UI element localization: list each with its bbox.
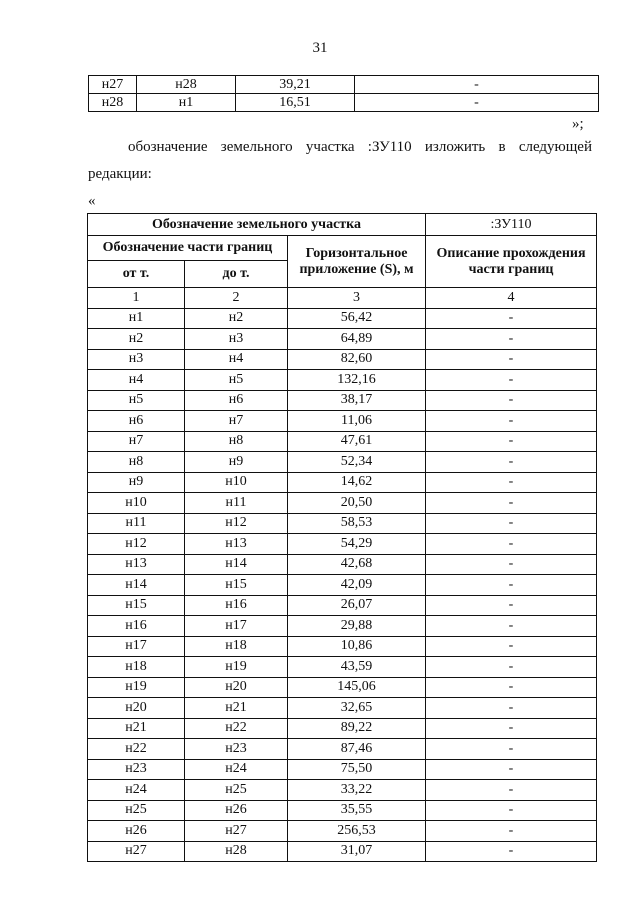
- page-number: 31: [312, 40, 328, 56]
- table-row: [88, 595, 597, 616]
- table-row: [88, 308, 597, 329]
- description-cell: -: [355, 94, 599, 112]
- table-row: [88, 841, 597, 862]
- from-point-cell: н28: [89, 94, 137, 112]
- from-point-cell: н2: [88, 329, 185, 350]
- table-row: [88, 472, 597, 493]
- table-row: [88, 411, 597, 432]
- from-point-cell: н12: [88, 534, 185, 555]
- to-point-cell: н10: [185, 472, 288, 493]
- table-row: [88, 349, 597, 370]
- to-point-cell: н23: [185, 739, 288, 760]
- distance-cell: 35,55: [288, 800, 426, 821]
- description-cell: -: [426, 759, 597, 780]
- description-cell: -: [426, 534, 597, 555]
- distance-cell: 10,86: [288, 636, 426, 657]
- amendment-paragraph-end: редакции:: [88, 166, 152, 182]
- to-point-cell: н4: [185, 349, 288, 370]
- to-point-cell: н24: [185, 759, 288, 780]
- column-number: 3: [288, 288, 426, 309]
- description-cell: -: [426, 472, 597, 493]
- table-row: [89, 94, 599, 112]
- table-row: [88, 698, 597, 719]
- distance-cell: 82,60: [288, 349, 426, 370]
- table-row: [88, 431, 597, 452]
- from-point-cell: н6: [88, 411, 185, 432]
- distance-cell: 145,06: [288, 677, 426, 698]
- to-point-cell: н14: [185, 554, 288, 575]
- distance-cell: 42,68: [288, 554, 426, 575]
- distance-cell: 52,34: [288, 452, 426, 473]
- table-row: [88, 739, 597, 760]
- to-point-cell: н12: [185, 513, 288, 534]
- distance-cell: 47,61: [288, 431, 426, 452]
- from-point-cell: н8: [88, 452, 185, 473]
- from-point-cell: н15: [88, 595, 185, 616]
- from-point-cell: н14: [88, 575, 185, 596]
- header-row-parcel: [88, 214, 597, 236]
- distance-cell: 29,88: [288, 616, 426, 637]
- column-number-row: [88, 288, 597, 309]
- description-cell: -: [426, 452, 597, 473]
- from-point-cell: н9: [88, 472, 185, 493]
- table-row: [88, 575, 597, 596]
- opening-quote: «: [88, 193, 96, 209]
- parcel-label-header: Обозначение земельного участка: [88, 214, 426, 236]
- table-row: [88, 677, 597, 698]
- description-cell: -: [426, 575, 597, 596]
- description-cell: -: [426, 718, 597, 739]
- description-cell: -: [426, 636, 597, 657]
- distance-cell: 26,07: [288, 595, 426, 616]
- from-point-cell: н1: [88, 308, 185, 329]
- description-cell: -: [426, 780, 597, 801]
- table-row: [88, 616, 597, 637]
- to-point-cell: н7: [185, 411, 288, 432]
- to-point-cell: н15: [185, 575, 288, 596]
- description-cell: -: [426, 821, 597, 842]
- table-row: [88, 513, 597, 534]
- description-cell: -: [426, 595, 597, 616]
- description-cell: -: [426, 513, 597, 534]
- distance-cell: 33,22: [288, 780, 426, 801]
- distance-cell: 75,50: [288, 759, 426, 780]
- to-point-cell: н20: [185, 677, 288, 698]
- distance-cell: 39,21: [236, 76, 355, 94]
- distance-cell: 42,09: [288, 575, 426, 596]
- from-point-cell: н3: [88, 349, 185, 370]
- from-point-cell: н5: [88, 390, 185, 411]
- distance-cell: 56,42: [288, 308, 426, 329]
- from-point-cell: н27: [89, 76, 137, 94]
- to-point-cell: н1: [137, 94, 236, 112]
- from-point-cell: н23: [88, 759, 185, 780]
- from-point-cell: н22: [88, 739, 185, 760]
- amendment-paragraph: обозначение земельного участка :ЗУ110 изложить в следующей: [128, 139, 592, 155]
- from-point-cell: н24: [88, 780, 185, 801]
- distance-cell: 20,50: [288, 493, 426, 514]
- description-cell: -: [426, 431, 597, 452]
- from-point-cell: н20: [88, 698, 185, 719]
- to-point-header: до т.: [185, 261, 288, 288]
- to-point-cell: н27: [185, 821, 288, 842]
- to-point-cell: н16: [185, 595, 288, 616]
- distance-cell: 132,16: [288, 370, 426, 391]
- to-point-cell: н11: [185, 493, 288, 514]
- to-point-cell: н6: [185, 390, 288, 411]
- to-point-cell: н22: [185, 718, 288, 739]
- from-point-cell: н13: [88, 554, 185, 575]
- description-cell: -: [426, 616, 597, 637]
- distance-cell: 43,59: [288, 657, 426, 678]
- continuation-table-body: [89, 76, 599, 112]
- table-row: [88, 657, 597, 678]
- boundary-table: [87, 213, 597, 862]
- table-row: [88, 390, 597, 411]
- table-row: [89, 76, 599, 94]
- table-row: [88, 759, 597, 780]
- horizontal-distance-header: Горизонтальное приложение (S), м: [288, 236, 426, 288]
- column-number: 4: [426, 288, 597, 309]
- from-point-header: от т.: [88, 261, 185, 288]
- table-row: [88, 370, 597, 391]
- to-point-cell: н2: [185, 308, 288, 329]
- to-point-cell: н28: [137, 76, 236, 94]
- description-cell: -: [426, 739, 597, 760]
- to-point-cell: н21: [185, 698, 288, 719]
- from-point-cell: н18: [88, 657, 185, 678]
- description-cell: -: [426, 349, 597, 370]
- from-point-cell: н7: [88, 431, 185, 452]
- to-point-cell: н18: [185, 636, 288, 657]
- table-row: [88, 329, 597, 350]
- distance-cell: 38,17: [288, 390, 426, 411]
- from-point-cell: н26: [88, 821, 185, 842]
- description-cell: -: [426, 698, 597, 719]
- from-point-cell: н11: [88, 513, 185, 534]
- to-point-cell: н28: [185, 841, 288, 862]
- from-point-cell: н25: [88, 800, 185, 821]
- table-row: [88, 636, 597, 657]
- description-cell: -: [426, 554, 597, 575]
- to-point-cell: н17: [185, 616, 288, 637]
- from-point-cell: н17: [88, 636, 185, 657]
- description-cell: -: [426, 308, 597, 329]
- description-header: Описание прохождения части границ: [426, 236, 597, 288]
- table-row: [88, 800, 597, 821]
- header-row-parts: [88, 236, 597, 261]
- to-point-cell: н9: [185, 452, 288, 473]
- continuation-table: [88, 75, 599, 112]
- description-cell: -: [355, 76, 599, 94]
- distance-cell: 58,53: [288, 513, 426, 534]
- distance-cell: 16,51: [236, 94, 355, 112]
- boundary-part-header: Обозначение части границ: [88, 236, 288, 261]
- description-cell: -: [426, 329, 597, 350]
- description-cell: -: [426, 677, 597, 698]
- description-cell: -: [426, 800, 597, 821]
- distance-cell: 14,62: [288, 472, 426, 493]
- table-row: [88, 718, 597, 739]
- distance-cell: 87,46: [288, 739, 426, 760]
- description-cell: -: [426, 390, 597, 411]
- distance-cell: 11,06: [288, 411, 426, 432]
- distance-cell: 32,65: [288, 698, 426, 719]
- distance-cell: 54,29: [288, 534, 426, 555]
- table-row: [88, 493, 597, 514]
- distance-cell: 31,07: [288, 841, 426, 862]
- to-point-cell: н13: [185, 534, 288, 555]
- from-point-cell: н4: [88, 370, 185, 391]
- distance-cell: 89,22: [288, 718, 426, 739]
- description-cell: -: [426, 841, 597, 862]
- table-row: [88, 821, 597, 842]
- to-point-cell: н26: [185, 800, 288, 821]
- table-row: [88, 534, 597, 555]
- to-point-cell: н19: [185, 657, 288, 678]
- from-point-cell: н10: [88, 493, 185, 514]
- table-row: [88, 554, 597, 575]
- parcel-value-header: :ЗУ110: [426, 214, 597, 236]
- from-point-cell: н19: [88, 677, 185, 698]
- column-number: 2: [185, 288, 288, 309]
- from-point-cell: н16: [88, 616, 185, 637]
- to-point-cell: н3: [185, 329, 288, 350]
- table-row: [88, 452, 597, 473]
- from-point-cell: н27: [88, 841, 185, 862]
- closing-quote: »;: [572, 116, 584, 132]
- description-cell: -: [426, 370, 597, 391]
- to-point-cell: н5: [185, 370, 288, 391]
- to-point-cell: н25: [185, 780, 288, 801]
- description-cell: -: [426, 657, 597, 678]
- boundary-table-body: [88, 308, 597, 862]
- column-number: 1: [88, 288, 185, 309]
- table-row: [88, 780, 597, 801]
- from-point-cell: н21: [88, 718, 185, 739]
- description-cell: -: [426, 411, 597, 432]
- to-point-cell: н8: [185, 431, 288, 452]
- distance-cell: 256,53: [288, 821, 426, 842]
- description-cell: -: [426, 493, 597, 514]
- distance-cell: 64,89: [288, 329, 426, 350]
